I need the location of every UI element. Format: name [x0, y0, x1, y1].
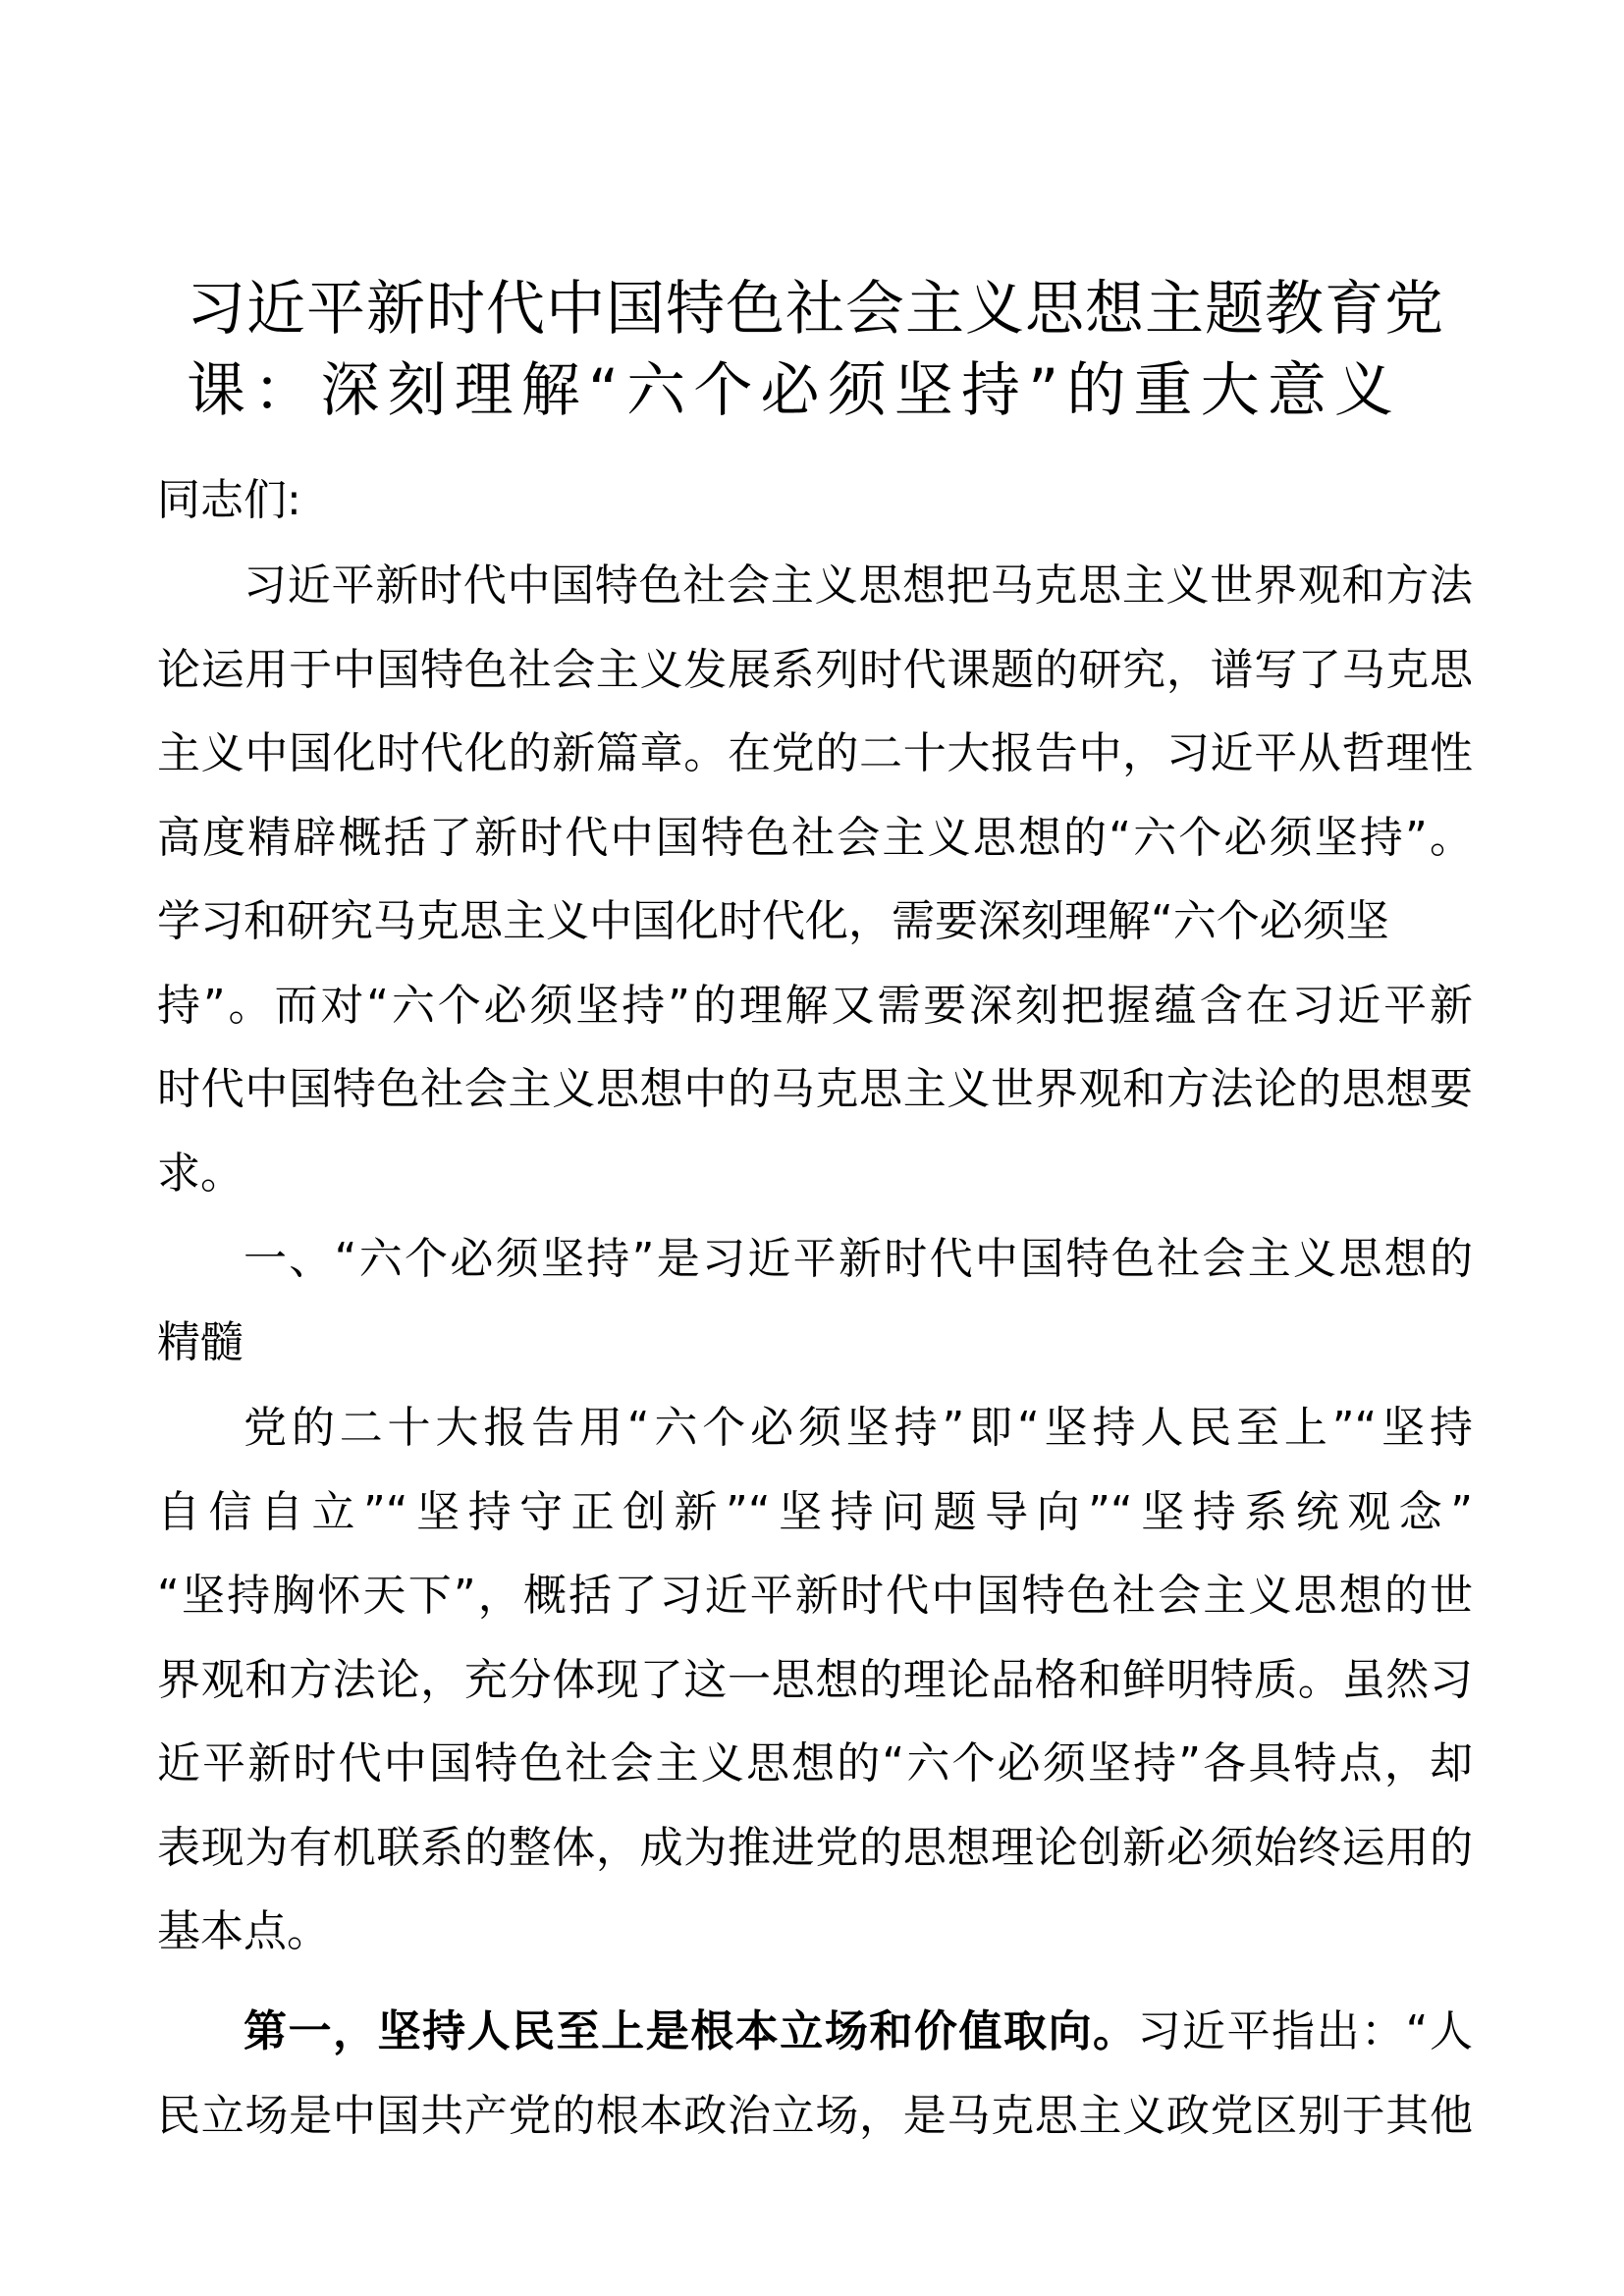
paragraph-line: 求。 — [157, 1148, 244, 1199]
section-heading: 精髓 — [157, 1317, 244, 1367]
paragraph-line: 学习和研究马克思主义中国化时代化，需要深刻理解“六个必须坚 — [157, 896, 1389, 946]
paragraph-line: 时代中国特色社会主义思想中的马克思主义世界观和方法论的思想要 — [157, 1064, 1473, 1114]
bold-lead: 第一，坚持人民至上是根本立场和价值取向。 — [244, 2006, 1138, 2056]
document-title-line: 课：深刻理解“六个必须坚持”的重大意义 — [187, 356, 1394, 425]
paragraph-line: 自信自立”“坚持守正创新”“坚持问题导向”“坚持系统观念” — [157, 1487, 1473, 1537]
document-title-line: 习近平新时代中国特色社会主义思想主题教育党 — [187, 275, 1444, 344]
paragraph-line: 习近平新时代中国特色社会主义思想把马克思主义世界观和方法 — [244, 561, 1473, 611]
paragraph-line: 持”。而对“六个必须坚持”的理解又需要深刻把握蕴含在习近平新 — [157, 981, 1473, 1031]
section-heading: 一、“六个必须坚持”是习近平新时代中国特色社会主义思想的 — [244, 1234, 1473, 1284]
paragraph-line: “坚持胸怀天下”，概括了习近平新时代中国特色社会主义思想的世 — [157, 1571, 1473, 1621]
paragraph-text: 习近平指出：“人 — [1137, 2006, 1474, 2056]
paragraph-line: 界观和方法论，充分体现了这一思想的理论品格和鲜明特质。虽然习 — [157, 1655, 1473, 1705]
paragraph-line: 党的二十大报告用“六个必须坚持”即“坚持人民至上”“坚持 — [244, 1403, 1473, 1453]
salutation: 同志们: — [157, 475, 301, 525]
paragraph-line: 民立场是中国共产党的根本政治立场，是马克思主义政党区别于其他 — [157, 2091, 1473, 2141]
paragraph-line: 论运用于中国特色社会主义发展系列时代课题的研究，谱写了马克思 — [157, 645, 1473, 695]
paragraph-line: 基本点。 — [157, 1906, 330, 1956]
paragraph-line — [244, 1990, 1473, 2074]
paragraph-line: 主义中国化时代化的新篇章。在党的二十大报告中，习近平从哲理性 — [157, 728, 1473, 778]
paragraph-line: 近平新时代中国特色社会主义思想的“六个必须坚持”各具特点，却 — [157, 1738, 1473, 1789]
paragraph-line: 高度精辟概括了新时代中国特色社会主义思想的“六个必须坚持”。 — [157, 813, 1473, 863]
paragraph-line: 表现为有机联系的整体，成为推进党的思想理论创新必须始终运用的 — [157, 1823, 1473, 1873]
